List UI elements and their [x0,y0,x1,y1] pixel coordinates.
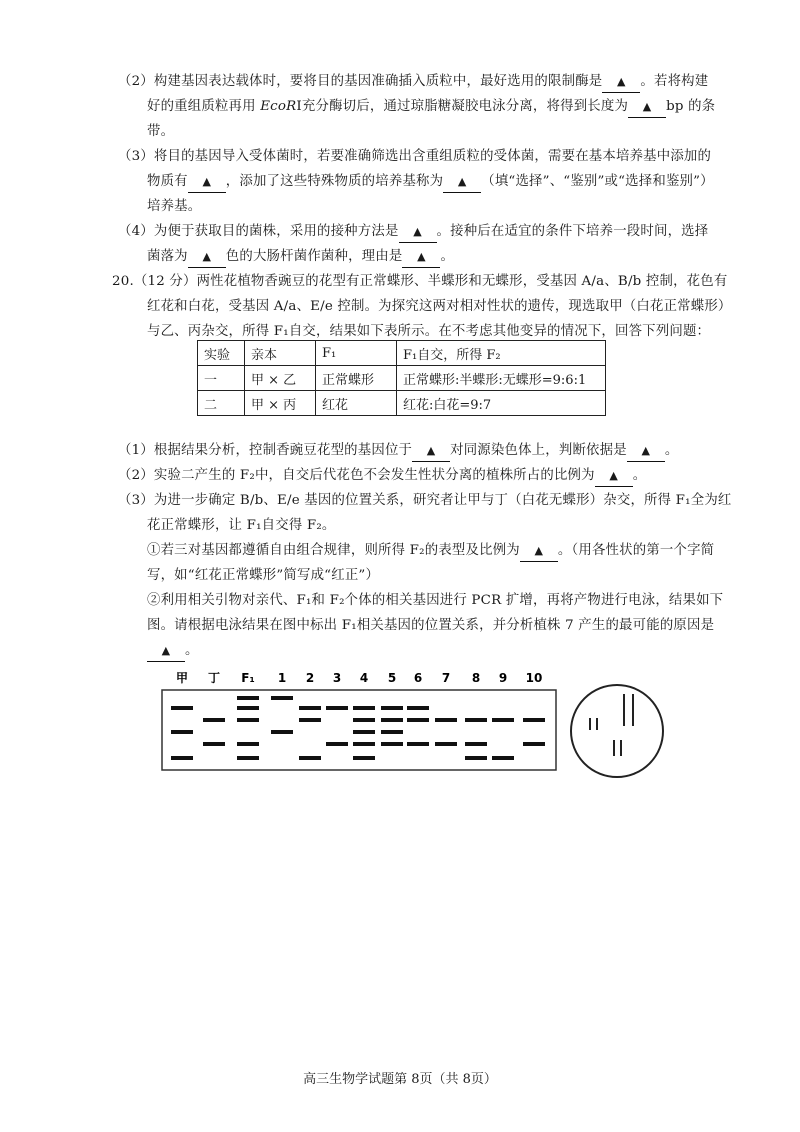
gel-band [465,742,487,746]
q4-text-2a: 菌落为 [147,249,188,264]
table-header: F₁ [316,341,397,366]
answer-blank[interactable]: ▲ [412,441,450,462]
answer-blank[interactable]: ▲ [443,172,481,193]
gel-lane-label: 3 [332,671,342,685]
answer-blank[interactable]: ▲ [399,222,437,243]
gel-band [353,742,375,746]
gel-lane-label: 2 [305,671,315,685]
q20-text-1: 20.（12 分）两性花植物香豌豆的花型有正常蝶形、半蝶形和无蝶形，受基因 A/a、B/b 控制，花色有 [112,274,728,289]
gel-band [237,718,259,722]
gel-band [171,756,193,760]
gel-band [523,742,545,746]
table-cell: 甲 × 丙 [245,391,316,416]
q2-text-2b: Ⅰ充分酶切后，通过琼脂糖凝胶电泳分离，将得到长度为 [296,99,629,114]
answer-blank[interactable]: ▲ [147,641,185,662]
sub3-item2-text-c: 。 [185,643,199,658]
gel-lane-label: 7 [441,671,451,685]
answer-blank[interactable]: ▲ [602,72,640,93]
sub3-text-1: （3）为进一步确定 B/b、E/e 基因的位置关系，研究者让甲与丁（白花无蝶形）杂交，所得 F₁全为红 [118,493,732,508]
gel-lane-label: 9 [498,671,508,685]
answer-blank[interactable]: ▲ [627,441,665,462]
sub3-item2-text-a: ②利用相关引物对亲代、F₁和 F₂个体的相关基因进行 PCR 扩增，再将产物进行电泳，结果如下 [147,593,724,608]
q4-text-2c: 。 [440,249,455,264]
q2-text-2c: bp 的条 [666,99,716,114]
table-cell: 红花:白花=9:7 [397,391,606,416]
table-cell: 红花 [316,391,397,416]
chromosome-pair-short [614,740,621,756]
gel-band [523,718,545,722]
answer-blank[interactable]: ▲ [188,247,226,268]
gel-lane-label: 6 [413,671,423,685]
gel-band [353,756,375,760]
q3-text-2a: 物质有 [147,174,188,189]
chromosome-pair-long [624,694,633,726]
sub1-text-b: 对同源染色体上，判断依据是 [450,443,627,458]
q4-text-2b: 色的大肠杆菌作菌种，理由是 [225,249,403,264]
q3-text-2b: ，添加了这些特殊物质的培养基称为 [225,174,444,189]
gel-lane-labels [176,671,542,685]
gel-band [381,718,403,722]
gel-band [271,730,293,734]
chromosome-pair-small [590,718,597,730]
gel-band [492,756,514,760]
table-header: 实验 [198,341,245,366]
gel-band [435,718,457,722]
gel-band [407,718,429,722]
gel-band [465,756,487,760]
q20-text-2: 红花和白花，受基因 A/a、E/e 控制。为探究这两对相对性状的遗传，现选取甲（白花正常蝶形） [147,299,732,314]
table-header: 亲本 [245,341,316,366]
answer-blank[interactable]: ▲ [520,541,558,562]
q2-text-1: （2）构建基因表达载体时，要将目的基因准确插入质粒中，最好选用的限制酶是 [118,74,603,89]
answer-blank[interactable]: ▲ [628,97,666,118]
gel-band [299,718,321,722]
sub2-text-b: 。 [632,468,647,483]
gel-band [381,742,403,746]
sub3-item1-text-a: ①若三对基因都遵循自由组合规律，则所得 F₂的表型及比例为 [147,543,520,558]
cell-nucleus-circle[interactable] [571,685,663,777]
gel-lane-label: 丁 [207,671,221,685]
q3-text-3: 培养基。 [147,199,202,214]
gel-band [203,742,225,746]
answer-blank[interactable]: ▲ [188,172,226,193]
gel-lane-label: 5 [387,671,397,685]
gel-lane-label: 甲 [175,671,189,685]
q4-text-1a: （4）为便于获取目的菌株，采用的接种方法是 [118,224,399,239]
gel-band [237,696,259,700]
q2-text-1b: 。若将构建 [640,74,709,89]
sub2-text-a: （2）实验二产生的 F₂中，自交后代花色不会发生性状分离的植株所占的比例为 [118,468,595,483]
gel-lane-label: 1 [277,671,287,685]
sub3-text-2: 花正常蝶形，让 F₁自交得 F₂。 [147,518,336,533]
page-footer: 高三生物学试题第 8页（共 8页） [303,1072,497,1087]
gel-band [326,742,348,746]
gel-band [353,706,375,710]
gel-band [171,730,193,734]
gel-band [465,718,487,722]
gel-band [407,706,429,710]
gel-lane-label: 8 [471,671,481,685]
answer-blank[interactable]: ▲ [595,466,633,487]
sub1-text-c: 。 [664,443,679,458]
table-cell: 甲 × 乙 [245,366,316,391]
table-cell: 二 [198,391,245,416]
table-cell: 正常蝶形:半蝶形:无蝶形=9:6:1 [397,366,606,391]
gel-band [237,706,259,710]
table-cell: 一 [198,366,245,391]
gel-band [407,742,429,746]
q2-text-3: 带。 [147,124,175,139]
gel-band [299,706,321,710]
q3-text-1: （3）将目的基因导入受体菌时，若要准确筛选出含重组质粒的受体菌，需要在基本培养基中添加的 [118,149,712,164]
gel-band [435,742,457,746]
table-cell: 正常蝶形 [316,366,397,391]
gel-band [237,742,259,746]
gel-lane-label: F₁ [241,671,255,685]
gel-band [353,730,375,734]
q4-text-1b: 。接种后在适宜的条件下培养一段时间，选择 [436,224,709,239]
sub3-item1-text-b: 。（用各性状的第一个字简 [557,543,715,558]
gel-band [353,718,375,722]
sub1-text-a: （1）根据结果分析，控制香豌豆花型的基因位于 [118,443,413,458]
enzyme-name: EcoR [260,99,297,114]
sub3-item1-text-c: 写，如“红花正常蝶形”简写成“红正”） [147,568,380,583]
gel-bands [171,696,545,760]
gel-band [492,718,514,722]
gel-band [203,718,225,722]
table-header: F₁自交，所得 F₂ [397,341,606,366]
gel-band [381,706,403,710]
gel-band [299,756,321,760]
answer-blank[interactable]: ▲ [402,247,440,268]
q2-text-2a: 好的重组质粒再用 [147,99,261,114]
sub3-item2-text-b: 图。请根据电泳结果在图中标出 F₁相关基因的位置关系，并分析植株 7 产生的最可能的原因是 [147,618,715,633]
q3-text-2c: （填“选择”、“鉴别”或“选择和鉴别”） [481,174,714,189]
gel-lane-label: 10 [525,671,543,685]
gel-band [271,696,293,700]
gel-band [171,706,193,710]
gel-band [326,706,348,710]
q20-text-3: 与乙、丙杂交，所得 F₁自交，结果如下表所示。在不考虑其他变异的情况下，回答下列问题： [147,324,711,339]
gel-lane-label: 4 [359,671,369,685]
gel-band [237,756,259,760]
gel-band [381,730,403,734]
